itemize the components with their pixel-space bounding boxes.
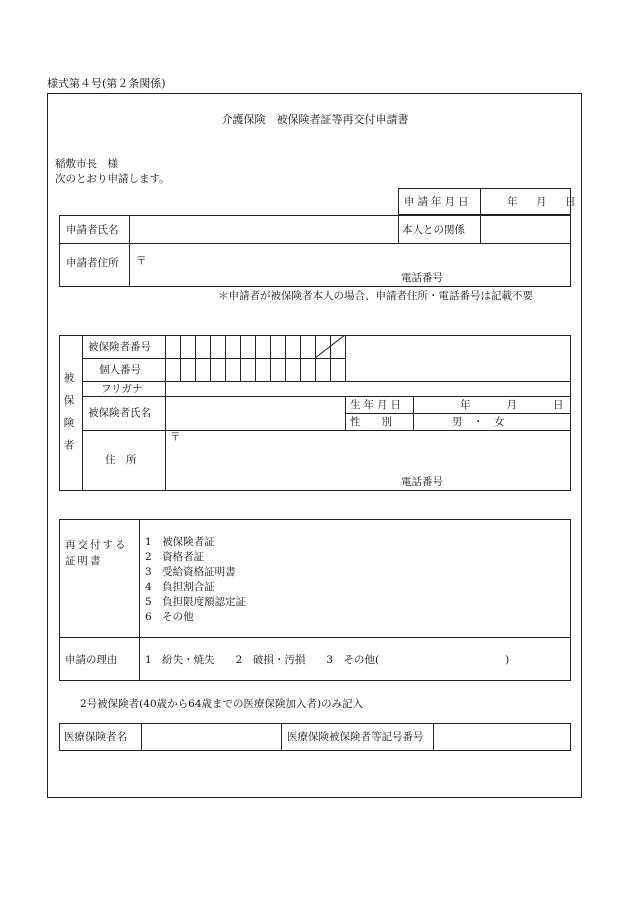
applicant-address-label: 申請者住所: [66, 257, 119, 269]
reason-label: 申請の理由: [65, 654, 118, 666]
applicant-name-label: 申請者氏名: [66, 224, 119, 236]
birth-date-value[interactable]: 年 月 日: [460, 399, 569, 411]
furigana-label: フリガナ: [101, 383, 143, 395]
relation-label: 本人との関係: [402, 224, 465, 236]
insurance-symbol-label: 医療保険被保険者等記号番号: [287, 731, 424, 743]
addressee: 稲敷市長 様: [55, 158, 118, 170]
insured-section-label: 被保険者: [62, 372, 75, 462]
application-date-label: 申請年月日: [404, 196, 472, 208]
reissue-label: 再交付する証明書: [65, 539, 128, 567]
reason-options[interactable]: 1 紛失・焼失 2 破損・汚損 3 その他( ): [145, 654, 510, 666]
insured-postal-mark[interactable]: 〒: [170, 431, 181, 443]
reissue-item[interactable]: 4 負担割合証: [145, 581, 215, 593]
form-number: 様式第４号(第２条関係): [47, 77, 166, 90]
birth-date-label: 生年月日: [350, 399, 404, 411]
intro-text: 次のとおり申請します。: [55, 173, 170, 185]
applicant-note: ＊申請者が被保険者本人の場合、申請者住所・電話番号は記載不要: [218, 290, 533, 302]
form-title: 介護保険 被保険者証等再交付申請書: [221, 113, 409, 126]
insured-name-label: 被保険者氏名: [88, 407, 151, 419]
insured-address-label: 住 所: [105, 454, 137, 466]
applicant-postal-mark[interactable]: 〒: [136, 255, 147, 267]
reissue-item[interactable]: 3 受給資格証明書: [145, 566, 236, 578]
reissue-item[interactable]: 1 被保険者証: [145, 536, 215, 548]
personal-number-label: 個人番号: [99, 364, 141, 376]
applicant-section: [59, 215, 571, 287]
category2-note: 2号被保険者(40歳から64歳までの医療保険加入者)のみ記入: [80, 698, 364, 710]
reissue-item[interactable]: 5 負担限度額認定証: [145, 596, 247, 608]
insured-phone-label[interactable]: 電話番号: [401, 476, 443, 488]
medical-insurer-label: 医療保険者名: [64, 731, 127, 743]
application-date-value[interactable]: 年 月 日: [507, 196, 580, 208]
applicant-phone-label[interactable]: 電話番号: [401, 272, 443, 284]
insured-number-label: 被保険者番号: [88, 341, 151, 353]
sex-label: 性 別: [350, 416, 392, 428]
unused-cell-slash: [315, 335, 345, 358]
reissue-item[interactable]: 2 資格者証: [145, 551, 205, 563]
reissue-item[interactable]: 6 その他: [145, 611, 194, 623]
sex-options[interactable]: 男 ・ 女: [452, 416, 505, 428]
